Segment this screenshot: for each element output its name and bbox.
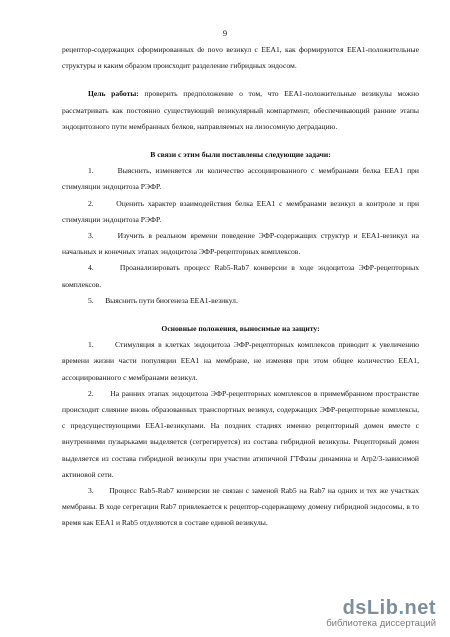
goal-text: проверить предположение о том, что EEA1-положительные везикулы можно рассматривать как постоянно существующий везикулярный компартмент, обеспечивающий ранние этапы эндоцитозного пути мембранных белков, направляемых на лизосомную деградацию. — [62, 89, 419, 131]
task-item: 4. Проанализировать процесс Rab5-Rab7 конверсии в ходе эндоцитоза ЭФР-рецепторных комплексов. — [62, 263, 419, 289]
goal-label: Цель работы: — [88, 89, 139, 99]
goal-paragraph — [62, 86, 419, 135]
page-number: 9 — [222, 28, 228, 38]
thesis-item: 3. Процесс Rab5-Rab7 конверсии не связан с заменой Rab5 на Rab7 на одних и тех же участках мембраны. В ходе сегрегации Rab7 привлекается к рецептор-содержащему домену гибридной эндосомы, в то время как EEA1 и Rab5 отделяются в составе единой везикулы. — [62, 486, 419, 528]
intro-paragraph: рецептор-содержащих сформированных de novo везикул с EEA1, как формируются EEA1-положительные структуры и каким образом происходит разделение гибридных эндосом. — [62, 45, 419, 71]
task-item: 1. Выяснить, изменяется ли количество ассоциированного с мембранами белка EEA1 при стимуляции эндоцитоза РЭФР. — [62, 166, 419, 192]
dslib-logo: dsLib.net — [342, 597, 436, 619]
task-item: 2. Оценить характер взаимодействия белка EEA1 с мембранами везикул в контроле и при стимуляции эндоцитоза РЭФР. — [62, 198, 420, 224]
watermark-logo — [326, 597, 436, 629]
tasks-list — [62, 163, 419, 309]
theses-list — [62, 337, 419, 531]
thesis-item: 2. На ранних этапах эндоцитоза ЭФР-рецепторных комплексов в примембранном пространстве происходит слияние вновь образованных транспортных везикул, содержащих ЭФР-рецепторные комплексы, с предсуществующими EEA1-везикулами. На поздних стадиях именно рецепторный домен вместе с внутренними пузырьками выделяется (сегрегируется) из состава гибридной везикулы. Рецепторный домен выделяется из состава гибридной везикулы при участии атипичной ГТФазы динамина и Arp2/3-зависимой актиновой сети. — [62, 388, 419, 479]
watermark-subtitle: библиотека диссертаций — [326, 618, 436, 629]
theses-heading: Основные положения, выносимые на защиту: — [161, 324, 320, 334]
task-item: 3. Изучить в реальном времени поведение ЭФР-содержащих структур и EEA1-везикул на начальных и конечных этапах эндоцитоза ЭФР-рецепторных комплексов. — [62, 231, 419, 257]
task-item: 5. Выяснить пути биогенеза EEA1-везикул. — [88, 295, 238, 305]
tasks-heading: В связи с этим были поставлены следующие задачи: — [150, 150, 331, 160]
thesis-item: 1. Стимуляция в клетках эндоцитоза ЭФР-рецепторных комплексов приводит к увеличению времени жизни части популяции EEA1 на мембране, не изменяя при этом общее количество EEA1, ассоциированного с мембранами везикул. — [62, 340, 420, 382]
page-body — [62, 42, 419, 532]
